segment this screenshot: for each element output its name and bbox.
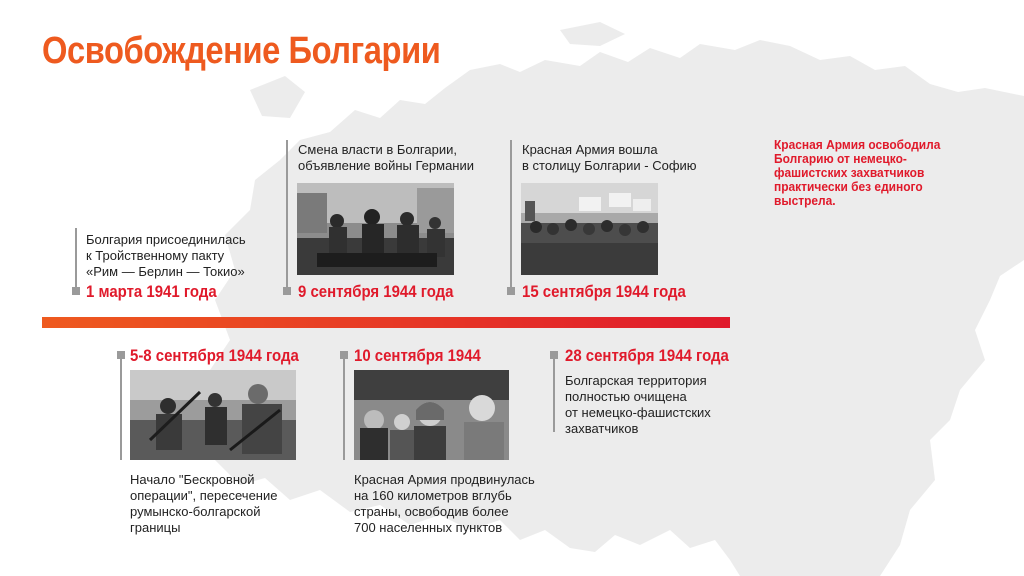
- event-description: Болгария присоединилась к Тройственному пакту «Рим — Берлин — Токио»: [86, 232, 246, 279]
- event-date: 9 сентября 1944 года: [298, 282, 454, 301]
- event-marker: [283, 287, 291, 295]
- event-date: 10 сентября 1944: [354, 346, 481, 365]
- event-connector: [343, 356, 345, 460]
- photo-villagers-soldier: [354, 370, 509, 460]
- event-connector: [286, 140, 288, 292]
- page-title: Освобождение Болгарии: [42, 30, 441, 72]
- map-island: [560, 22, 625, 46]
- map-silhouette: [205, 40, 1024, 576]
- event-marker: [72, 287, 80, 295]
- event-date: 1 марта 1941 года: [86, 282, 217, 301]
- event-date: 15 сентября 1944 года: [522, 282, 686, 301]
- event-date: 28 сентября 1944 года: [565, 346, 729, 365]
- photo-soldiers-vehicle: [297, 183, 454, 275]
- timeline-bar: [42, 317, 730, 328]
- event-date: 5-8 сентября 1944 года: [130, 346, 299, 365]
- event-marker: [507, 287, 515, 295]
- event-description: Красная Армия вошла в столицу Болгарии - Софию: [522, 142, 697, 173]
- map-island: [250, 76, 305, 118]
- photo-crowd-sofia: [521, 183, 658, 275]
- photo-soldiers-border: [130, 370, 296, 460]
- event-description: Красная Армия продвинулась на 160 километров вглубь страны, освободив более 700 населенных пунктов: [354, 472, 535, 535]
- event-description: Смена власти в Болгарии, объявление войны Германии: [298, 142, 475, 173]
- event-connector: [75, 228, 77, 292]
- event-connector: [120, 356, 122, 460]
- event-connector: [510, 140, 512, 292]
- side-note: Красная Армия освободила Болгарию от немецко-фашистских захватчиков практически без единого выстрела.: [774, 137, 941, 208]
- event-description: Начало "Бескровной операции", пересечение румынско-болгарской границы: [130, 472, 278, 535]
- event-connector: [553, 356, 555, 432]
- event-description: Болгарская территория полностью очищена от немецко-фашистских захватчиков: [565, 373, 711, 436]
